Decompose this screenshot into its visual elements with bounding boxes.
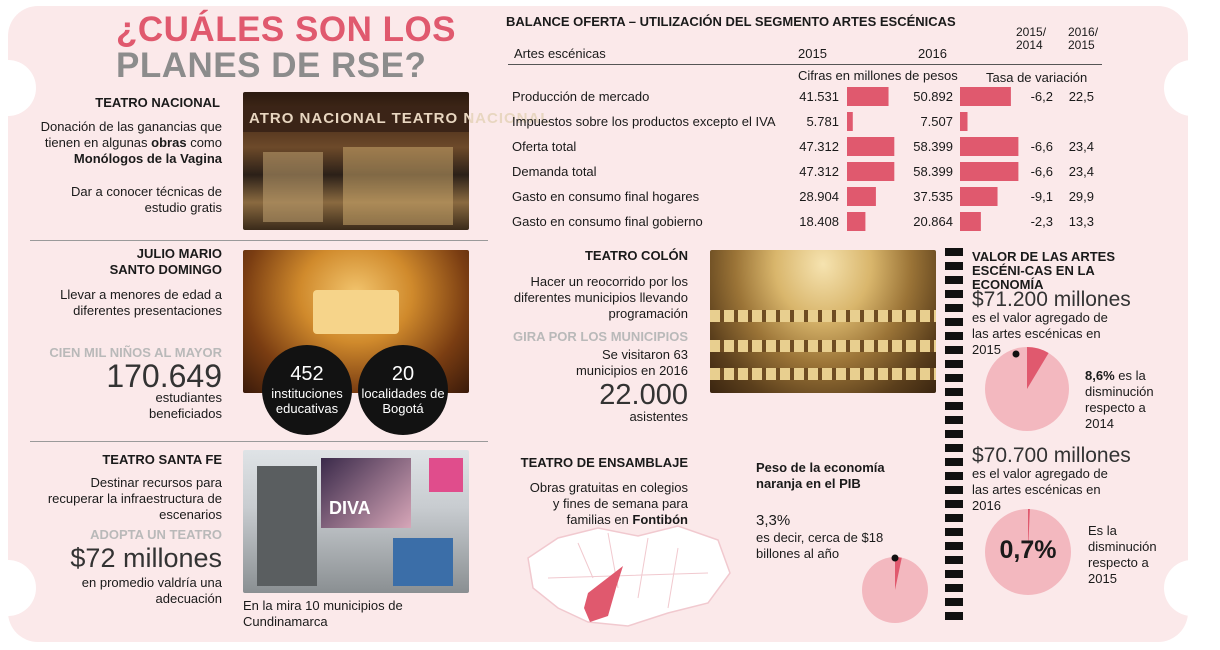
rate-2015-2014: -9,1 <box>1030 189 1053 204</box>
economia-naranja-desc: es decir, cerca de $18 billones al año <box>756 530 884 561</box>
teatro-nacional-desc-text: Donación de las ganancias que tienen en algunas <box>40 119 222 150</box>
table-row-label: Oferta total <box>512 139 577 154</box>
value-2015-label: 18.408 <box>799 214 839 229</box>
value-2016-label: es el valor agregado de las artes escénicas en 2016 <box>972 466 1108 513</box>
localities-value: 20 <box>391 363 415 385</box>
teatro-santafe-desc: Destinar recursos para recuperar la infraestructura de escenarios <box>47 475 222 522</box>
rate-2015-2014: -6,6 <box>1030 164 1053 179</box>
students-label: estudiantes beneficiados <box>149 390 222 421</box>
ticket-perforation <box>945 248 963 626</box>
bar-2015 <box>847 187 876 206</box>
localities-label: localidades de Bogotá <box>361 386 445 416</box>
balcony-row <box>710 368 936 380</box>
page-title-line1: ¿CUÁLES SON LOS <box>116 10 457 49</box>
teatro-ensamblaje-heading: TEATRO DE ENSAMBLAJE <box>520 455 688 470</box>
map-outline <box>528 526 730 626</box>
bar-2015 <box>847 87 889 106</box>
teatro-santafe-value: $72 millones <box>70 543 222 573</box>
rate-2015-2014: -6,2 <box>1030 89 1053 104</box>
value-2015-label: 5.781 <box>806 114 839 129</box>
value-2015-label: 28.904 <box>799 189 839 204</box>
rate-2016-2015: 23,4 <box>1068 139 1094 154</box>
teatro-nacional-desc-text: como <box>190 135 222 150</box>
institutions-value: 452 <box>290 363 324 385</box>
valor-artes-heading: VALOR DE LAS ARTES ESCÉNI-CAS EN LA ECONOMÍA <box>972 249 1116 292</box>
teatro-santafe-heading: TEATRO SANTA FE <box>102 452 222 467</box>
value-2015-label: 41.531 <box>799 89 839 104</box>
value-2016-label: 37.535 <box>913 189 953 204</box>
bar-2016 <box>960 187 998 206</box>
leader-dot <box>1013 351 1020 358</box>
teatro-nacional-desc2: Dar a conocer técnicas de estudio gratis <box>70 184 222 215</box>
teatro-santafe-program: ADOPTA UN TEATRO <box>90 527 222 542</box>
teatro-nacional-desc-bold: Monólogos de la Vagina <box>73 151 222 166</box>
teatro-colon-value: 22.000 <box>599 379 688 411</box>
rate-col1-header: 2015/ 2014 <box>1016 25 1047 52</box>
leader-line <box>1004 342 1034 372</box>
teatro-ensamblaje-desc-text: Obras gratuitas en colegios y fines de semana para familias en <box>529 480 688 527</box>
value-2016-label: 58.399 <box>913 139 953 154</box>
bar-2016 <box>960 112 968 131</box>
teatro-colon-value-label: asistentes <box>629 409 688 424</box>
bar-2016 <box>960 212 981 231</box>
table-title: BALANCE OFERTA – UTILIZACIÓN DEL SEGMENTO ARTES ESCÉNICAS <box>506 14 956 29</box>
julio-mario-heading-line1: JULIO MARIO <box>136 246 222 261</box>
teatro-santafe-value-label: en promedio valdría una adecuación <box>81 575 222 606</box>
table-units: Cifras en millones de pesos <box>798 68 958 83</box>
table-row-label: Impuestos sobre los productos excepto el IVA <box>512 114 776 129</box>
leader-dot <box>892 555 899 562</box>
pct1-value: 8,6% <box>1085 368 1115 383</box>
bar-2016 <box>960 162 1018 181</box>
value-2015-label: es el valor agregado de las artes escénicas en 2015 <box>972 310 1108 357</box>
economia-naranja-heading: Peso de la economía naranja en el PIB <box>756 460 885 491</box>
teatro-nacional-desc-bold: obras <box>151 135 187 150</box>
value-2016: $70.700 millones <box>972 444 1131 467</box>
rate-2016-2015: 29,9 <box>1068 189 1094 204</box>
economia-naranja-value: 3,3% <box>756 512 791 529</box>
rate-2016-2015: 23,4 <box>1068 164 1094 179</box>
julio-mario-desc: Llevar a menores de edad a diferentes presentaciones <box>60 287 222 318</box>
teatro-nacional-heading: TEATRO NACIONAL <box>95 95 220 110</box>
table-row-label: Producción de mercado <box>512 89 650 104</box>
table-row-label: Demanda total <box>512 164 597 179</box>
julio-mario-program: CIEN MIL NIÑOS AL MAYOR <box>49 345 222 360</box>
value-2016-label: 50.892 <box>913 89 953 104</box>
bar-2015 <box>847 212 865 231</box>
teatro-colon-visited: Se visitaron 63 municipios en 2016 <box>575 347 688 378</box>
value-2016-label: 7.507 <box>920 114 953 129</box>
bar-2015 <box>847 137 894 156</box>
table-col-2015: 2015 <box>798 46 827 61</box>
balcony-row <box>710 340 936 352</box>
rate-2015-2014: -6,6 <box>1030 139 1053 154</box>
balcony-row <box>710 310 936 322</box>
rate-col2-header: 2016/ 2015 <box>1068 25 1099 52</box>
students-value: 170.649 <box>106 358 222 394</box>
rate-2016-2015: 22,5 <box>1068 89 1094 104</box>
teatro-nacional-sign: ATRO NACIONAL TEATRO NACIONAL <box>243 106 469 132</box>
teatro-santafe-caption: En la mira 10 municipios de Cundinamarca <box>243 598 403 629</box>
bar-2015 <box>847 162 894 181</box>
bar-2016 <box>960 137 1018 156</box>
bar-2015 <box>847 112 853 131</box>
table-col-label: Artes escénicas <box>514 46 606 61</box>
leader-line <box>880 540 920 580</box>
teatro-ensamblaje-desc-bold: Fontibón <box>632 512 688 527</box>
rate-2015-2014: -2,3 <box>1030 214 1053 229</box>
value-2016-label: 58.399 <box>913 164 953 179</box>
rate-2016-2015: 13,3 <box>1068 214 1094 229</box>
value-2016-label: 20.864 <box>913 214 953 229</box>
pct2-label: Es la disminución respecto a 2015 <box>1088 523 1157 586</box>
pct1-label: es la disminución respecto a 2014 <box>1085 368 1154 431</box>
diva-poster: DIVA <box>321 458 411 528</box>
teatro-colon-desc: Hacer un reocorrido por los diferentes municipios llevando programación <box>513 274 688 321</box>
teatro-colon-heading: TEATRO COLÓN <box>584 248 688 263</box>
page-title-line2: PLANES DE RSE? <box>116 46 427 85</box>
table-col-2016: 2016 <box>918 46 947 61</box>
institutions-label: instituciones educativas <box>271 386 343 416</box>
value-2015-label: 47.312 <box>799 139 839 154</box>
table-row-label: Gasto en consumo final gobierno <box>512 214 703 229</box>
julio-mario-heading-line2: SANTO DOMINGO <box>109 262 222 277</box>
value-2015-label: 47.312 <box>799 164 839 179</box>
teatro-colon-program: GIRA POR LOS MUNICIPIOS <box>512 329 688 344</box>
table-row-label: Gasto en consumo final hogares <box>512 189 700 204</box>
rate-header: Tasa de variación <box>986 70 1088 85</box>
bar-2016 <box>960 87 1011 106</box>
teatro-colon-photo <box>710 250 936 393</box>
bogota-map <box>518 518 738 633</box>
value-2015: $71.200 millones <box>972 288 1131 311</box>
pct2-value: 0,7% <box>999 536 1057 564</box>
pct1-block <box>1085 368 1165 432</box>
